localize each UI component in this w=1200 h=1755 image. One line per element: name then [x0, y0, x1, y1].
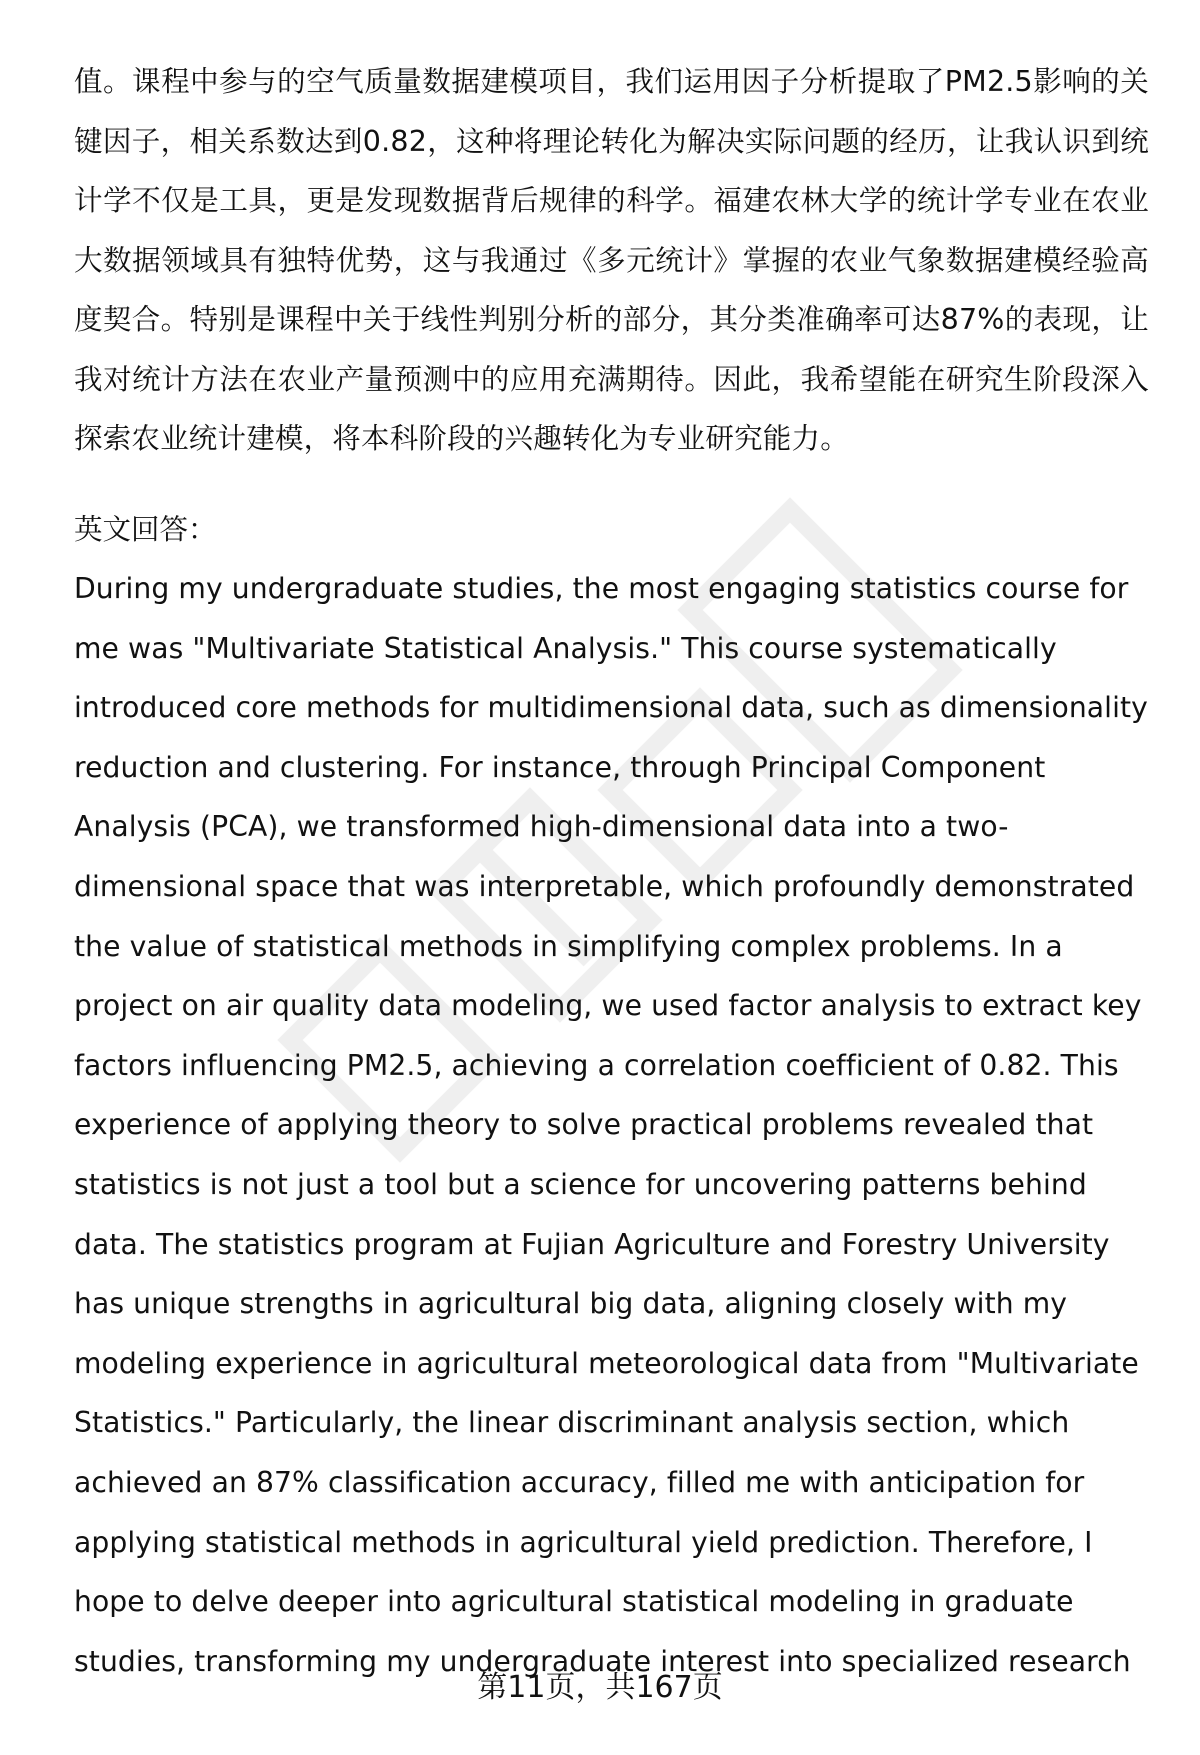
chinese-answer-paragraph: 值。课程中参与的空气质量数据建模项目，我们运用因子分析提取了PM2.5影响的关键因子，相关系数达到0.82，这种将理论转化为解决实际问题的经历，让我认识到统计学不仅是工具，更是发现数据背后规律的科学。福建农林大学的统计学专业在农业大数据领域具有独特优势，这与我通过《多元统计》掌握的农业气象数据建模经验高度契合。特别是课程中关于线性判别分析的部分，其分类准确率可达87%的表现，让我对统计方法在农业产量预测中的应用充满期待。因此，我希望能在研究生阶段深入探索农业统计建模，将本科阶段的兴趣转化为专业研究能力。	[74, 65, 1149, 455]
english-answer-heading: 英文回答：	[74, 513, 217, 546]
english-answer-paragraph: During my undergraduate studies, the most engaging statistics course for me was "Multivariate Statistical Analysis." This course systematically introduced core methods for multidimensional data, such as dimensionality reduction and clustering. For instance, through Principal Component Analysis (PCA), we transformed high-dimensional data into a two-dimensional space that was interpretable, which profoundly demonstrated the value of statistical methods in simplifying complex problems. In a project on air quality data modeling, we used factor analysis to extract key factors influencing PM2.5, achieving a correlation coefficient of 0.82. This experience of applying theory to solve practical problems revealed that statistics is not just a tool but a science for uncovering patterns behind data. The statistics program at Fujian Agriculture and Forestry University has unique strengths in agricultural big data, aligning closely with my modeling experience in agricultural meteorological data from "Multivariate Statistics." Particularly, the linear discriminant analysis section, which achieved an 87% classification accuracy, filled me with anticipation for applying statistical methods in agricultural yield prediction. Therefore, I hope to delve deeper into agricultural statistical modeling in graduate studies, transforming my undergraduate interest into specialized research	[74, 572, 1148, 1678]
page-number-footer: 第11页，共167页	[477, 1670, 723, 1705]
